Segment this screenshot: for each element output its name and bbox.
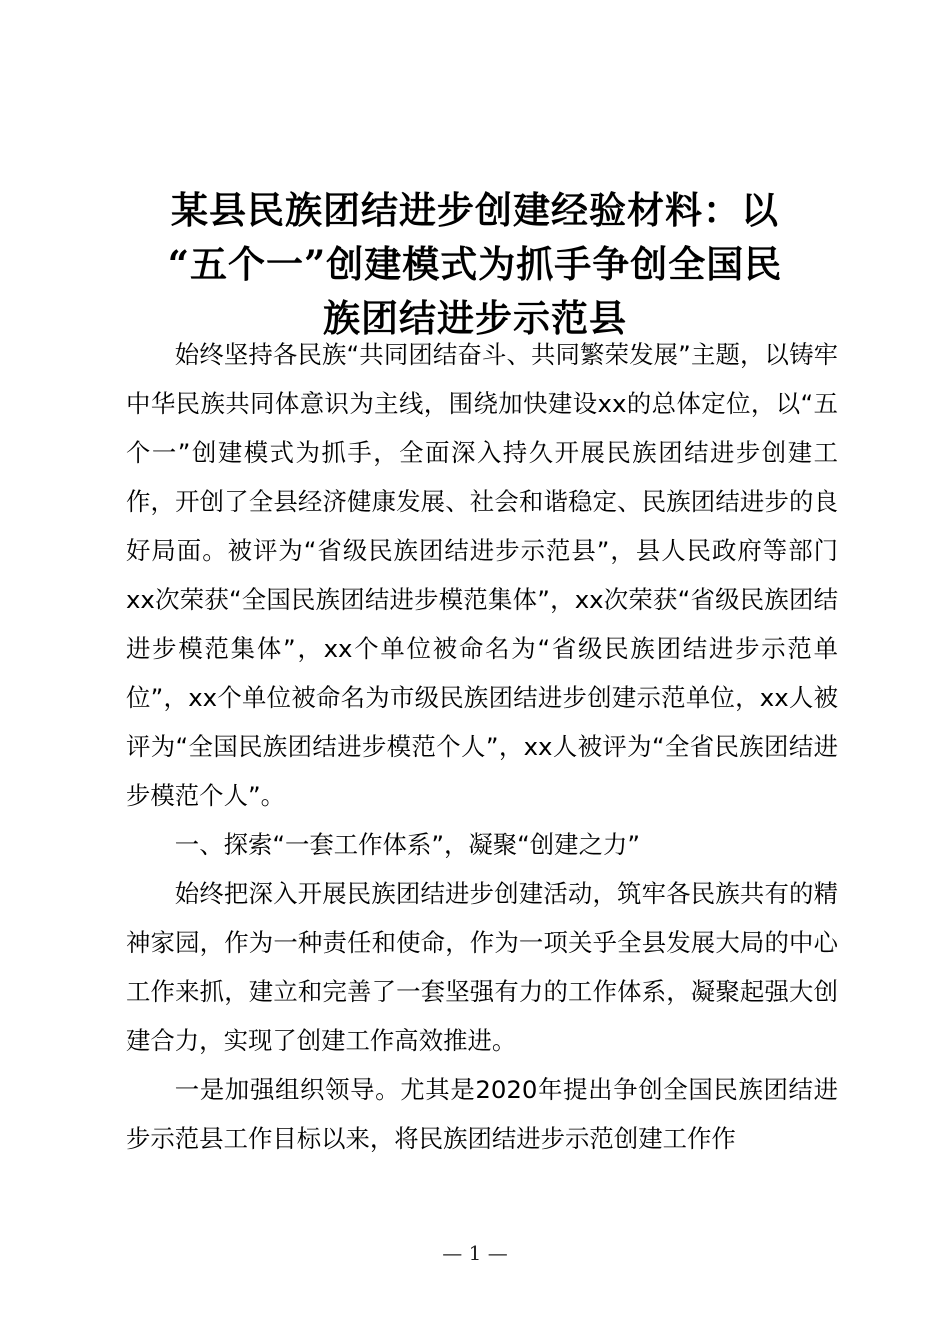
section-heading-1: 一、探索“一套工作体系”，凝聚“创建之力” [174,830,640,859]
document-body [126,330,838,1163]
title-line-2: “五个一”创建模式为抓手争创全国民 [167,242,783,286]
page-number: — 1 — [442,1241,508,1265]
title-line-1: 某县民族团结进步创建经验材料：以 [171,188,779,232]
section-1-point-1: 一是加强组织领导。尤其是2020年提出争创全国民族团结进步示范县工作目标以来，将民族团结进步示范创建工作作 [126,1075,838,1153]
intro-paragraph: 始终坚持各民族“共同团结奋斗、共同繁荣发展”主题，以铸牢中华民族共同体意识为主线，围绕加快建设xx的总体定位，以“五个一”创建模式为抓手，全面深入持久开展民族团结进步创建工作，开创了全县经济健康发展、社会和谐稳定、民族团结进步的良好局面。被评为“省级民族团结进步示范县”，县人民政府等部门xx次荣获“全国民族团结进步模范集体”，xx次荣获“省级民族团结进步模范集体”，xx个单位被命名为“省级民族团结进步示范单位”，xx个单位被命名为市级民族团结进步创建示范单位，xx人被评为“全国民族团结进步模范个人”，xx人被评为“全省民族团结进步模范个人”。 [126,340,838,810]
document-title [120,183,830,345]
section-1-paragraph: 始终把深入开展民族团结进步创建活动，筑牢各民族共有的精神家园，作为一种责任和使命，作为一项关乎全县发展大局的中心工作来抓，建立和完善了一套坚强有力的工作体系，凝聚起强大创建合力，实现了创建工作高效推进。 [126,879,838,1055]
title-line-3: 族团结进步示范县 [323,296,627,340]
